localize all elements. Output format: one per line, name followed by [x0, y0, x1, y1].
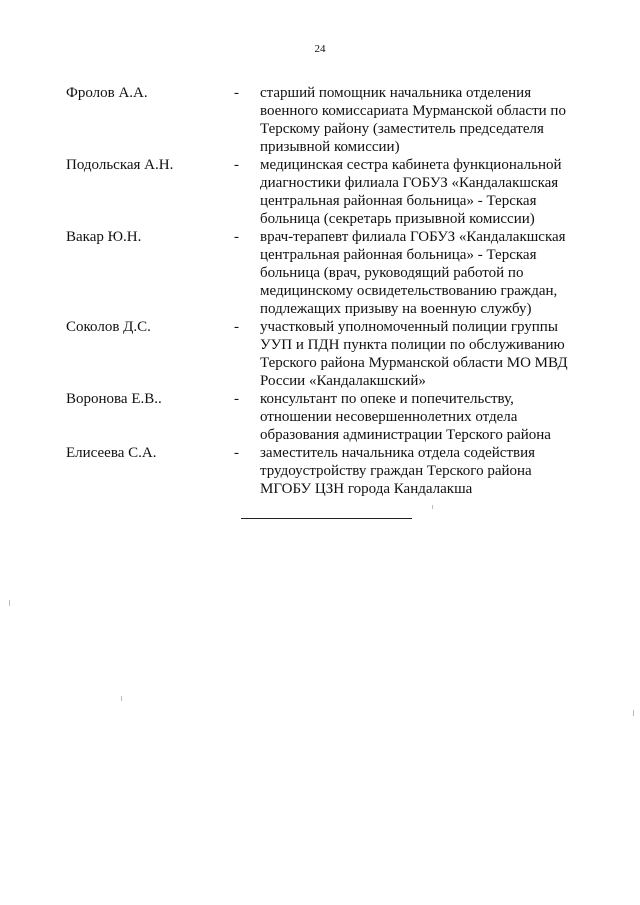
commission-member-list [66, 84, 586, 498]
role-line: старший помощник начальника отделения [260, 85, 532, 101]
scan-speck [633, 710, 634, 716]
role-line: диагностики филиала ГОБУЗ «Кандалакшская [260, 175, 559, 191]
role-line: трудоустройству граждан Терского района [260, 463, 532, 479]
member-row-frolov [66, 84, 586, 156]
role-line: образования администрации Терского района [260, 427, 551, 443]
scan-speck [9, 600, 10, 606]
member-role [260, 444, 586, 498]
role-line: военного комиссариата Мурманской области по [260, 103, 566, 119]
member-name: Соколов Д.С. [66, 319, 151, 335]
member-dash: - [234, 445, 239, 461]
member-row-vakar [66, 228, 586, 318]
member-row-sokolov [66, 318, 586, 390]
member-dash: - [234, 85, 239, 101]
member-dash: - [234, 157, 239, 173]
member-dash: - [234, 319, 239, 335]
role-line: Терскому району (заместитель председателя [260, 121, 544, 137]
member-role [260, 156, 586, 228]
scan-speck [432, 505, 433, 509]
role-line: медицинскому освидетельствованию граждан, [260, 283, 558, 299]
member-dash: - [234, 229, 239, 245]
member-name: Вакар Ю.Н. [66, 229, 142, 245]
member-name: Подольская А.Н. [66, 157, 174, 173]
member-name: Воронова Е.В.. [66, 391, 162, 407]
page-number: 24 [314, 43, 326, 55]
role-line: призывной комиссии) [260, 139, 400, 155]
member-dash: - [234, 391, 239, 407]
member-name: Елисеева С.А. [66, 445, 157, 461]
role-line: Терского района Мурманской области МО МВД [260, 355, 568, 371]
role-line: больница (врач, руководящий работой по [260, 265, 524, 281]
role-line: центральная районная больница» - Терская [260, 193, 537, 209]
end-of-list-rule [241, 518, 412, 519]
member-row-voronova [66, 390, 586, 444]
member-role [260, 390, 586, 444]
scan-speck [121, 696, 122, 701]
member-role [260, 84, 586, 156]
role-line: больница (секретарь призывной комиссии) [260, 211, 535, 227]
role-line: МГОБУ ЦЗН города Кандалакша [260, 481, 473, 497]
role-line: отношении несовершеннолетних отдела [260, 409, 518, 425]
member-role [260, 318, 586, 390]
member-name: Фролов А.А. [66, 85, 148, 101]
member-row-eliseeva [66, 444, 586, 498]
role-line: центральная районная больница» - Терская [260, 247, 537, 263]
role-line: заместитель начальника отдела содействия [260, 445, 536, 461]
role-line: врач-терапевт филиала ГОБУЗ «Кандалакшская [260, 229, 566, 245]
role-line: УУП и ПДН пункта полиции по обслуживанию [260, 337, 565, 353]
member-row-podolskaya [66, 156, 586, 228]
role-line: консультант по опеке и попечительству, [260, 391, 514, 407]
role-line: России «Кандалакшский» [260, 373, 426, 389]
role-line: медицинская сестра кабинета функциональной [260, 157, 562, 173]
role-line: подлежащих призыву на военную службу) [260, 301, 532, 317]
role-line: участковый уполномоченный полиции группы [260, 319, 558, 335]
member-role [260, 228, 586, 318]
